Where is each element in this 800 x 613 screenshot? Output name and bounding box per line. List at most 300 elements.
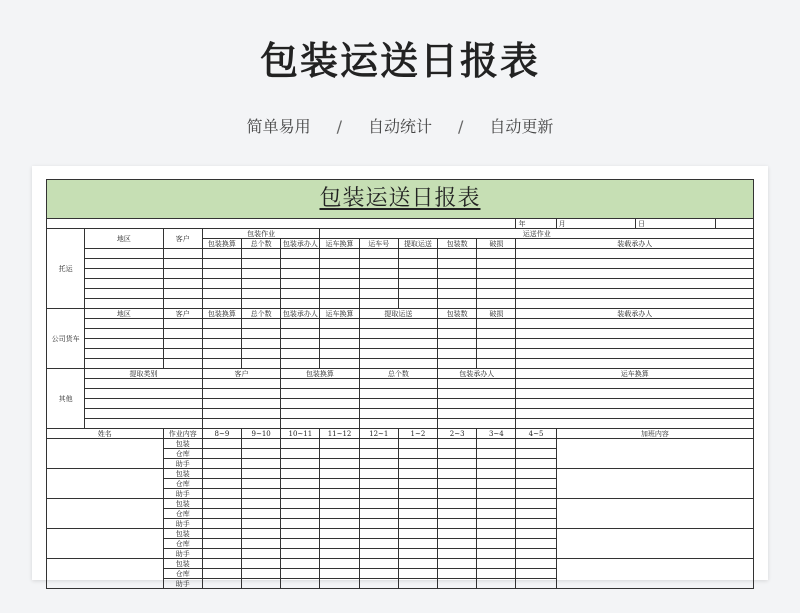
table-cell (398, 259, 437, 269)
table-cell (242, 519, 281, 529)
table-cell (516, 559, 556, 569)
table-cell (477, 579, 516, 589)
page-subtitle (0, 114, 800, 137)
table-cell (477, 469, 516, 479)
table-cell (202, 389, 280, 399)
table-cell (281, 449, 320, 459)
group-header-row (47, 229, 754, 239)
table-cell (359, 539, 398, 549)
table-cell (281, 529, 320, 539)
task-label: 仓库 (163, 509, 202, 519)
table-cell (163, 289, 202, 299)
table-cell (438, 359, 477, 369)
table-cell (516, 359, 754, 369)
table-cell (359, 289, 398, 299)
table-cell (202, 509, 241, 519)
table-cell (516, 479, 556, 489)
table-cell (202, 379, 280, 389)
table-cell (438, 569, 477, 579)
table-cell (242, 329, 281, 339)
table-cell (359, 519, 398, 529)
table-cell (242, 319, 281, 329)
column-header: 包装承办人 (438, 369, 516, 379)
table-cell (281, 299, 320, 309)
table-cell (516, 389, 754, 399)
table-cell (516, 439, 556, 449)
table-cell (202, 259, 241, 269)
table-cell (320, 299, 359, 309)
table-cell (202, 349, 241, 359)
table-cell (320, 499, 359, 509)
table-cell (320, 489, 359, 499)
table-cell (242, 439, 281, 449)
table-row (47, 389, 754, 399)
table-cell (320, 529, 359, 539)
table-cell (85, 399, 203, 409)
table-cell (516, 409, 754, 419)
date-row (47, 219, 754, 229)
task-label: 助手 (163, 489, 202, 499)
table-cell (516, 499, 556, 509)
task-label: 仓库 (163, 569, 202, 579)
table-cell (163, 339, 202, 349)
page-title: 包装运送日报表 (259, 39, 540, 83)
table-cell (320, 509, 359, 519)
column-header: 总个数 (242, 239, 281, 249)
table-cell (202, 439, 241, 449)
table-cell (202, 359, 241, 369)
column-header: 地区 (85, 309, 163, 319)
table-cell (202, 319, 241, 329)
table-cell (85, 339, 163, 349)
column-header: 8~9 (202, 429, 241, 439)
table-cell (242, 459, 281, 469)
column-header: 破损 (477, 239, 516, 249)
table-cell (320, 339, 359, 349)
table-cell (516, 269, 754, 279)
task-label: 仓库 (163, 449, 202, 459)
date-month-label: 月 (556, 219, 635, 229)
column-header: 客户 (163, 229, 202, 249)
table-cell (202, 339, 241, 349)
table-cell (85, 389, 203, 399)
table-cell (242, 359, 281, 369)
table-cell (242, 479, 281, 489)
staff-name-cell (47, 499, 164, 529)
table-cell (398, 519, 437, 529)
table-cell (85, 299, 163, 309)
table-cell (398, 539, 437, 549)
task-label: 仓库 (163, 479, 202, 489)
column-header: 装载承办人 (516, 309, 754, 319)
table-cell (516, 529, 556, 539)
table-cell (281, 539, 320, 549)
table-cell (242, 449, 281, 459)
table-cell (320, 549, 359, 559)
table-cell (477, 529, 516, 539)
table-cell (398, 269, 437, 279)
table-cell (477, 329, 516, 339)
staff-row (47, 499, 754, 509)
table-cell (281, 269, 320, 279)
header-row (47, 309, 754, 319)
column-header: 包装数 (438, 239, 477, 249)
table-cell (516, 259, 754, 269)
section-label: 其他 (47, 369, 85, 429)
subtitle-separator: / (336, 117, 342, 136)
table-cell (438, 519, 477, 529)
table-cell (202, 559, 241, 569)
table-cell (202, 449, 241, 459)
table-cell (281, 409, 359, 419)
table-row (47, 399, 754, 409)
table-cell (202, 279, 241, 289)
sheet-title: 包装运送日报表 (319, 186, 481, 211)
table-cell (281, 329, 320, 339)
table-cell (516, 419, 754, 429)
table-cell (359, 569, 398, 579)
column-header: 装载承办人 (516, 239, 754, 249)
table-row (47, 339, 754, 349)
table-cell (202, 399, 280, 409)
table-cell (85, 289, 163, 299)
table-row (47, 249, 754, 259)
table-cell (359, 559, 398, 569)
column-header: 客户 (163, 309, 202, 319)
table-cell (320, 349, 359, 359)
table-cell (202, 529, 241, 539)
table-cell (281, 459, 320, 469)
task-label: 包装 (163, 559, 202, 569)
table-cell (359, 409, 437, 419)
table-cell (477, 519, 516, 529)
table-cell (438, 329, 477, 339)
table-cell (320, 329, 359, 339)
table-cell (715, 219, 753, 229)
section-label: 公司货车 (47, 309, 85, 369)
column-header: 提取类别 (85, 369, 203, 379)
table-cell (320, 319, 359, 329)
table-cell (516, 549, 556, 559)
table-cell (85, 349, 163, 359)
table-cell (359, 449, 398, 459)
table-cell (281, 489, 320, 499)
table-cell (438, 469, 477, 479)
table-cell (202, 489, 241, 499)
table-cell (398, 579, 437, 589)
table-cell (398, 509, 437, 519)
column-header: 包装作业 (202, 229, 320, 239)
table-cell (477, 569, 516, 579)
table-cell (85, 319, 163, 329)
task-label: 包装 (163, 469, 202, 479)
table-cell (516, 299, 754, 309)
table-cell (359, 499, 398, 509)
table-cell (202, 539, 241, 549)
column-header: 3~4 (477, 429, 516, 439)
table-cell (516, 279, 754, 289)
spreadsheet (46, 179, 754, 588)
column-header: 运送作业 (320, 229, 754, 239)
table-cell (242, 499, 281, 509)
table-cell (438, 279, 477, 289)
table-cell (398, 459, 437, 469)
table-cell (516, 329, 754, 339)
table-row (47, 359, 754, 369)
table-cell (438, 509, 477, 519)
table-cell (242, 279, 281, 289)
table-cell (477, 349, 516, 359)
table-cell (242, 529, 281, 539)
table-cell (477, 249, 516, 259)
table-cell (85, 259, 163, 269)
column-header: 10~11 (281, 429, 320, 439)
table-cell (242, 509, 281, 519)
table-cell (202, 519, 241, 529)
table-cell (281, 359, 320, 369)
table-cell (85, 359, 163, 369)
table-cell (202, 409, 280, 419)
table-cell (477, 489, 516, 499)
spreadsheet-preview-card (32, 166, 768, 588)
table-cell (320, 519, 359, 529)
table-cell (516, 489, 556, 499)
table-cell (359, 249, 398, 259)
subtitle-item: 自动更新 (489, 117, 554, 136)
table-cell (47, 219, 516, 229)
table-cell (281, 389, 359, 399)
table-cell (438, 559, 477, 569)
table-cell (438, 299, 477, 309)
table-cell (477, 509, 516, 519)
table-cell (281, 289, 320, 299)
table-cell (516, 459, 556, 469)
table-cell (359, 389, 437, 399)
table-row (47, 329, 754, 339)
header-row (47, 369, 754, 379)
table-cell (281, 559, 320, 569)
table-cell (242, 269, 281, 279)
table-cell (477, 449, 516, 459)
table-cell (281, 569, 320, 579)
table-cell (281, 499, 320, 509)
table-cell (202, 579, 241, 589)
table-cell (85, 379, 203, 389)
table-cell (281, 469, 320, 479)
table-cell (320, 289, 359, 299)
table-cell (202, 499, 241, 509)
date-day-label: 日 (636, 219, 715, 229)
overtime-cell (556, 559, 753, 589)
table-cell (281, 379, 359, 389)
table-cell (359, 439, 398, 449)
table-cell (85, 329, 163, 339)
table-cell (516, 569, 556, 579)
table-cell (85, 419, 203, 429)
table-cell (477, 549, 516, 559)
table-cell (359, 459, 398, 469)
table-cell (398, 499, 437, 509)
table-cell (281, 259, 320, 269)
table-cell (242, 349, 281, 359)
column-header: 提取运送 (359, 309, 437, 319)
table-cell (438, 549, 477, 559)
table-cell (202, 289, 241, 299)
table-cell (438, 579, 477, 589)
overtime-cell (556, 529, 753, 559)
table-cell (85, 249, 163, 259)
table-cell (438, 499, 477, 509)
table-cell (320, 559, 359, 569)
table-cell (477, 259, 516, 269)
table-cell (163, 299, 202, 309)
header-row (47, 429, 754, 439)
table-cell (202, 469, 241, 479)
column-header: 包装换算 (202, 239, 241, 249)
table-cell (163, 269, 202, 279)
table-cell (438, 479, 477, 489)
table-cell (242, 249, 281, 259)
table-cell (516, 399, 754, 409)
table-cell (242, 469, 281, 479)
report-table (46, 179, 754, 589)
table-cell (477, 459, 516, 469)
table-cell (359, 269, 398, 279)
table-cell (438, 269, 477, 279)
table-cell (398, 479, 437, 489)
table-cell (320, 269, 359, 279)
section-label: 托运 (47, 229, 85, 309)
task-label: 助手 (163, 519, 202, 529)
table-cell (359, 329, 437, 339)
column-header: 包装换算 (202, 309, 241, 319)
table-cell (398, 569, 437, 579)
table-row (47, 419, 754, 429)
table-cell (516, 539, 556, 549)
staff-name-cell (47, 439, 164, 469)
table-cell (398, 279, 437, 289)
column-header: 提取运送 (398, 239, 437, 249)
table-cell (242, 569, 281, 579)
table-cell (242, 539, 281, 549)
table-cell (320, 449, 359, 459)
column-header: 姓名 (47, 429, 164, 439)
table-row (47, 269, 754, 279)
table-cell (320, 279, 359, 289)
table-cell (320, 249, 359, 259)
column-header: 地区 (85, 229, 163, 249)
column-header: 包装承办人 (281, 309, 320, 319)
table-cell (516, 449, 556, 459)
table-cell (320, 569, 359, 579)
table-cell (398, 469, 437, 479)
column-header: 11~12 (320, 429, 359, 439)
table-row (47, 349, 754, 359)
staff-name-cell (47, 559, 164, 589)
staff-row (47, 529, 754, 539)
table-cell (202, 549, 241, 559)
table-cell (359, 319, 437, 329)
table-cell (281, 399, 359, 409)
table-cell (438, 249, 477, 259)
table-cell (85, 409, 203, 419)
column-header: 加班内容 (556, 429, 753, 439)
table-cell (320, 579, 359, 589)
table-cell (477, 559, 516, 569)
table-cell (477, 439, 516, 449)
task-label: 助手 (163, 459, 202, 469)
table-row (47, 319, 754, 329)
column-header: 4~5 (516, 429, 556, 439)
table-cell (281, 319, 320, 329)
table-cell (163, 259, 202, 269)
table-row (47, 299, 754, 309)
table-cell (516, 339, 754, 349)
table-cell (516, 289, 754, 299)
table-cell (163, 279, 202, 289)
table-row (47, 279, 754, 289)
table-cell (359, 469, 398, 479)
table-cell (438, 399, 516, 409)
table-cell (242, 549, 281, 559)
table-cell (242, 339, 281, 349)
table-cell (202, 459, 241, 469)
task-label: 仓库 (163, 539, 202, 549)
table-cell (398, 289, 437, 299)
column-header: 2~3 (438, 429, 477, 439)
task-label: 包装 (163, 439, 202, 449)
table-cell (438, 339, 477, 349)
table-cell (163, 359, 202, 369)
table-cell (359, 339, 437, 349)
column-header: 运车号 (359, 239, 398, 249)
overtime-cell (556, 499, 753, 529)
table-cell (359, 489, 398, 499)
table-cell (202, 249, 241, 259)
table-cell (398, 559, 437, 569)
table-cell (438, 419, 516, 429)
staff-name-cell (47, 529, 164, 559)
table-cell (438, 449, 477, 459)
column-header: 运车换算 (320, 239, 359, 249)
table-cell (320, 469, 359, 479)
table-cell (359, 259, 398, 269)
table-cell (359, 549, 398, 559)
table-row (47, 259, 754, 269)
task-label: 助手 (163, 549, 202, 559)
table-cell (281, 549, 320, 559)
table-cell (281, 479, 320, 489)
table-cell (438, 459, 477, 469)
column-header: 客户 (202, 369, 280, 379)
table-cell (281, 579, 320, 589)
table-cell (202, 329, 241, 339)
table-cell (320, 539, 359, 549)
table-cell (85, 279, 163, 289)
staff-name-cell (47, 469, 164, 499)
table-cell (477, 479, 516, 489)
table-cell (477, 289, 516, 299)
table-cell (242, 559, 281, 569)
task-label: 包装 (163, 499, 202, 509)
table-cell (281, 509, 320, 519)
table-cell (359, 419, 437, 429)
table-row (47, 409, 754, 419)
table-cell (320, 459, 359, 469)
table-cell (281, 279, 320, 289)
table-cell (398, 529, 437, 539)
column-header: 作业内容 (163, 429, 202, 439)
